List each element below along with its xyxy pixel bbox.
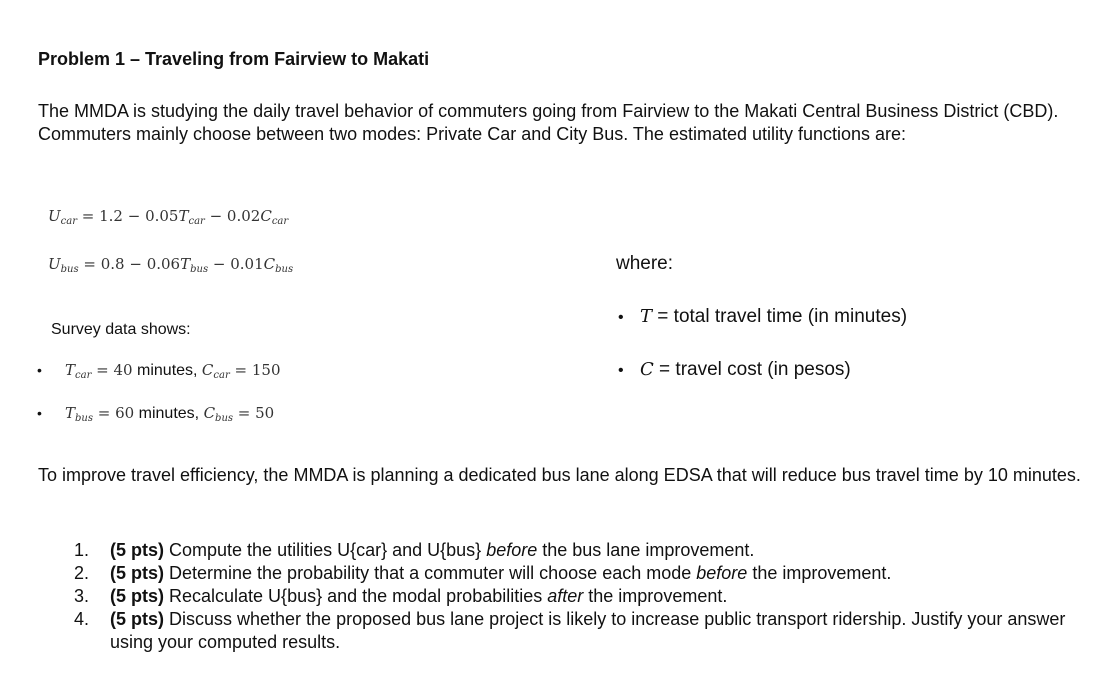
where-heading: where: xyxy=(616,253,674,274)
question-list xyxy=(0,539,1100,654)
bullet-icon: • xyxy=(618,362,624,379)
utility-equation-car: $U_{car} = 1.2 - 0.05T_{car} - 0.02C_{car}$ xyxy=(48,207,289,227)
bullet-icon: • xyxy=(618,309,624,326)
problem-title: Problem 1 – Traveling from Fairview to Makati xyxy=(38,49,430,69)
bullet-icon: • xyxy=(37,405,42,421)
question-item: 2. (5 pts) Determine the probability that a commuter will choose each mode before the improvement. xyxy=(74,563,892,583)
bullet-icon: • xyxy=(37,362,42,378)
survey-item-car: • $T_{car} = 40$ minutes, $C_{car} = 150$ xyxy=(37,361,281,381)
question-item: 1. (5 pts) Compute the utilities U{car} and U{bus} before the bus lane improvement. xyxy=(74,540,755,560)
utility-equation-bus: $U_{bus} = 0.8 - 0.06T_{bus} - 0.01C_{bus}$ xyxy=(48,255,294,275)
intro-paragraph: The MMDA is studying the daily travel behavior of commuters going from Fairview to the Makati Central Business District (CBD). Commuters mainly choose between two modes: Private Car and City Bus. The estimated utility functions are: xyxy=(38,101,1059,144)
improvement-paragraph: To improve travel efficiency, the MMDA is planning a dedicated bus lane along EDSA that will reduce bus travel time by 10 minutes. xyxy=(38,465,1081,485)
where-item-time: • T = total travel time (in minutes) xyxy=(618,306,908,327)
question-item: 3. (5 pts) Recalculate U{bus} and the modal probabilities after the improvement. xyxy=(74,586,728,606)
question-item: 4. (5 pts) Discuss whether the proposed bus lane project is likely to increase public transport ridership. Justify your answer using your computed results. xyxy=(74,609,1066,652)
survey-item-bus: • $T_{bus} = 60$ minutes, $C_{bus} = 50$ xyxy=(37,404,275,424)
survey-heading: Survey data shows: xyxy=(51,321,191,338)
where-item-cost: • C = travel cost (in pesos) xyxy=(618,359,851,380)
